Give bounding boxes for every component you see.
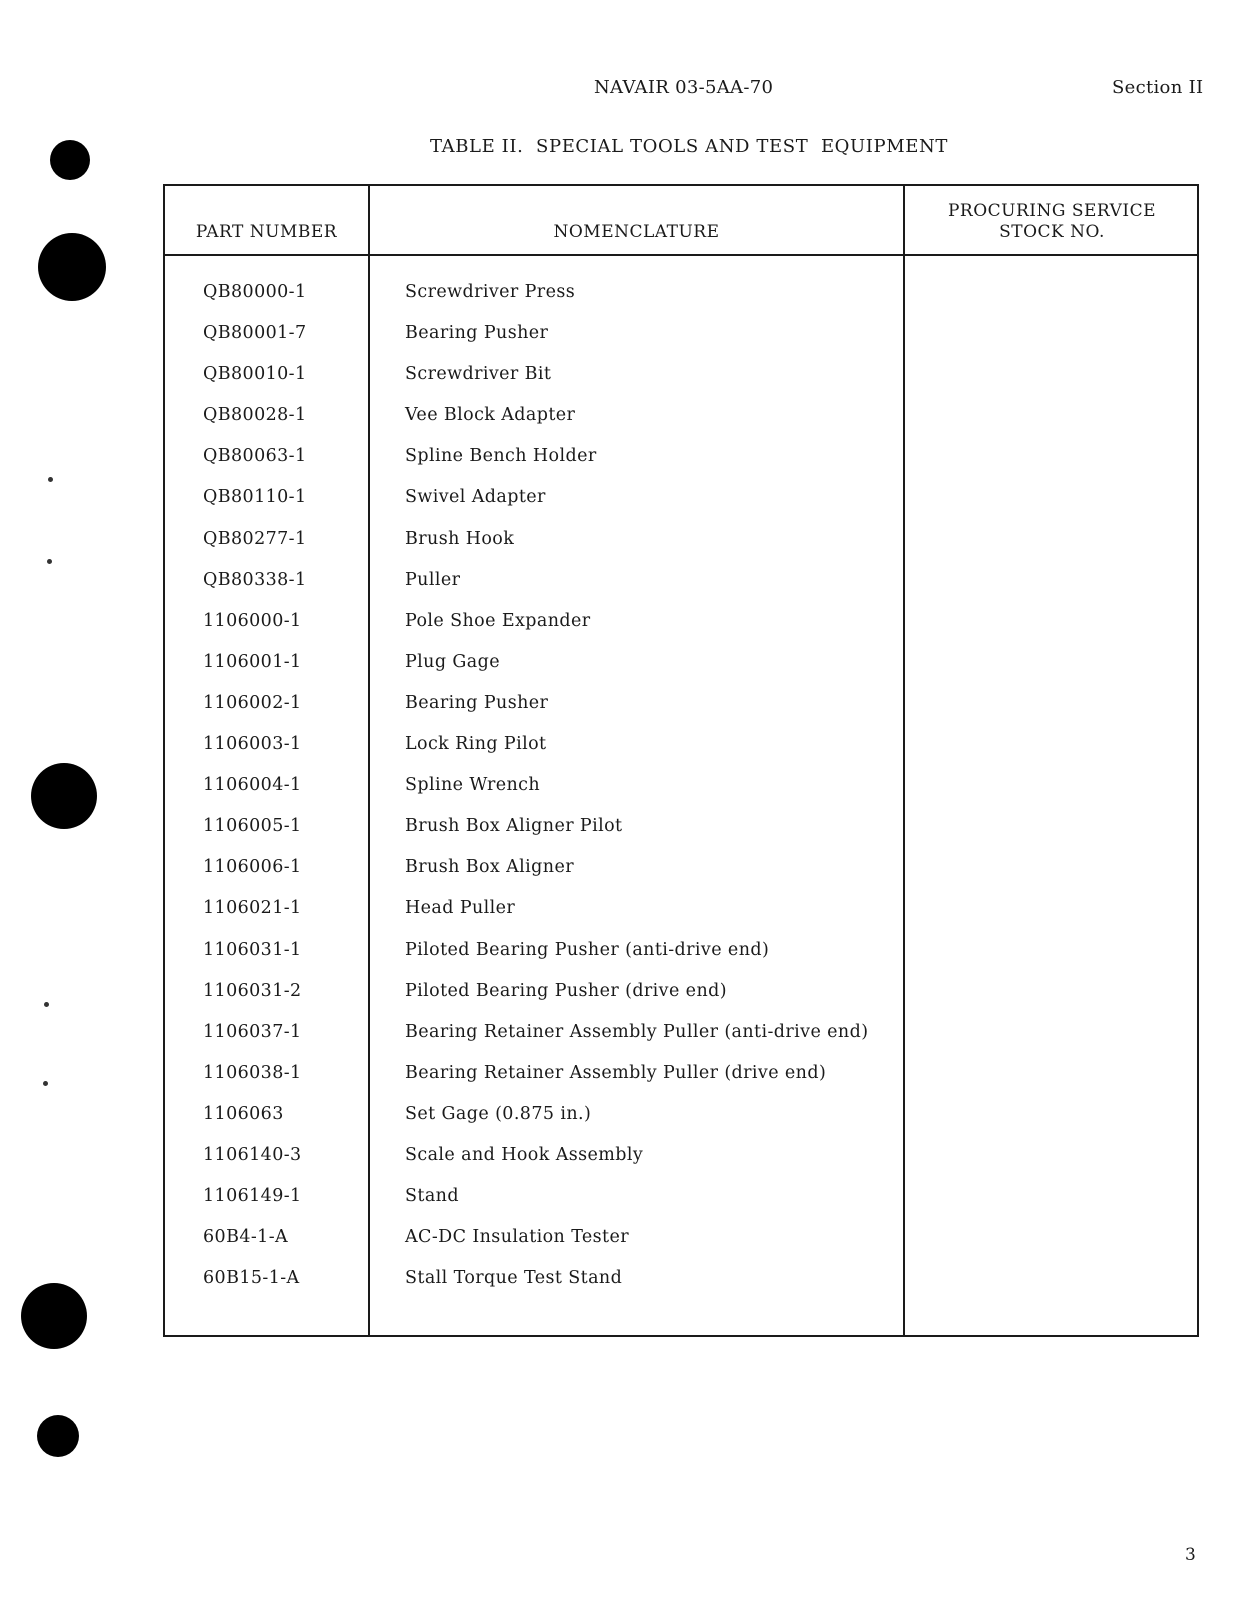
nomenclature-cell: Swivel Adapter xyxy=(405,487,546,508)
table-row xyxy=(165,1022,1197,1063)
part-number-cell: 1106002-1 xyxy=(203,692,302,713)
table-row xyxy=(165,611,1197,652)
table-row xyxy=(165,816,1197,857)
header-divider xyxy=(165,254,1197,256)
nomenclature-cell: Spline Bench Holder xyxy=(405,446,597,467)
part-number-cell: 1106001-1 xyxy=(203,651,302,672)
table-row xyxy=(165,1268,1197,1309)
nomenclature-cell: Brush Box Aligner Pilot xyxy=(405,816,623,837)
section-label: Section II xyxy=(1112,77,1204,98)
table-row xyxy=(165,570,1197,611)
part-number-cell: QB80338-1 xyxy=(203,569,307,590)
table-row xyxy=(165,323,1197,364)
table-row xyxy=(165,940,1197,981)
table-row xyxy=(165,487,1197,528)
column-header-stock-line1: PROCURING SERVICE xyxy=(947,201,1157,221)
part-number-cell: QB80010-1 xyxy=(203,364,307,385)
table-row xyxy=(165,446,1197,487)
nomenclature-cell: Vee Block Adapter xyxy=(405,405,576,426)
table-row xyxy=(165,282,1197,323)
part-number-cell: 1106003-1 xyxy=(203,734,302,755)
part-number-cell: 1106006-1 xyxy=(203,857,302,878)
table-row xyxy=(165,981,1197,1022)
column-header-part-number: PART NUMBER xyxy=(195,222,338,242)
nomenclature-cell: Brush Hook xyxy=(405,528,515,549)
part-number-cell: 1106063 xyxy=(203,1103,284,1124)
part-number-cell: 1106140-3 xyxy=(203,1144,302,1165)
table-row xyxy=(165,1063,1197,1104)
nomenclature-cell: Plug Gage xyxy=(405,651,500,672)
scan-speck xyxy=(43,1081,48,1086)
nomenclature-cell: Scale and Hook Assembly xyxy=(405,1144,644,1165)
table-row xyxy=(165,1145,1197,1186)
nomenclature-cell: AC-DC Insulation Tester xyxy=(405,1227,629,1248)
part-number-cell: 60B4-1-A xyxy=(203,1227,289,1248)
table-title: TABLE II. SPECIAL TOOLS AND TEST EQUIPMENT xyxy=(430,136,948,157)
table-row xyxy=(165,529,1197,570)
nomenclature-cell: Bearing Pusher xyxy=(405,692,549,713)
part-number-cell: 1106021-1 xyxy=(203,898,302,919)
scan-speck xyxy=(48,477,53,482)
binder-hole xyxy=(31,763,97,829)
part-number-cell: 1106000-1 xyxy=(203,610,302,631)
nomenclature-cell: Spline Wrench xyxy=(405,775,541,796)
binder-hole xyxy=(38,233,106,301)
table-row xyxy=(165,775,1197,816)
binder-hole xyxy=(37,1415,79,1457)
part-number-cell: 1106031-2 xyxy=(203,980,302,1001)
table-row xyxy=(165,857,1197,898)
part-number-cell: 1106149-1 xyxy=(203,1186,302,1207)
table-row xyxy=(165,364,1197,405)
part-number-cell: QB80001-7 xyxy=(203,323,307,344)
part-number-cell: 1106038-1 xyxy=(203,1062,302,1083)
part-number-cell: 1106031-1 xyxy=(203,939,302,960)
part-number-cell: 1106005-1 xyxy=(203,816,302,837)
nomenclature-cell: Lock Ring Pilot xyxy=(405,734,547,755)
scan-speck xyxy=(47,559,52,564)
table-body xyxy=(165,282,1197,1309)
tools-table xyxy=(163,184,1199,1337)
page-number: 3 xyxy=(1185,1545,1196,1565)
part-number-cell: QB80028-1 xyxy=(203,405,307,426)
part-number-cell: QB80000-1 xyxy=(203,282,307,302)
column-header-nomenclature: NOMENCLATURE xyxy=(553,222,720,242)
part-number-cell: QB80110-1 xyxy=(203,487,307,508)
nomenclature-cell: Bearing Retainer Assembly Puller (drive end) xyxy=(405,1062,827,1083)
scan-speck xyxy=(44,1002,49,1007)
column-header-stock-line2: STOCK NO. xyxy=(999,222,1105,242)
part-number-cell: QB80063-1 xyxy=(203,446,307,467)
column-header-stock-no xyxy=(905,201,1199,243)
nomenclature-cell: Head Puller xyxy=(405,898,516,919)
table-row xyxy=(165,1104,1197,1145)
binder-hole xyxy=(21,1283,87,1349)
part-number-cell: 1106037-1 xyxy=(203,1021,302,1042)
part-number-cell: 1106004-1 xyxy=(203,775,302,796)
nomenclature-cell: Piloted Bearing Pusher (anti-drive end) xyxy=(405,939,770,960)
table-row xyxy=(165,734,1197,775)
nomenclature-cell: Brush Box Aligner xyxy=(405,857,574,878)
nomenclature-cell: Bearing Pusher xyxy=(405,323,549,344)
nomenclature-cell: Puller xyxy=(405,569,461,590)
table-row xyxy=(165,1186,1197,1227)
nomenclature-cell: Stand xyxy=(405,1186,459,1207)
table-row xyxy=(165,405,1197,446)
table-row xyxy=(165,1227,1197,1268)
table-row xyxy=(165,652,1197,693)
nomenclature-cell: Pole Shoe Expander xyxy=(405,610,591,631)
nomenclature-cell: Stall Torque Test Stand xyxy=(405,1268,623,1289)
nomenclature-cell: Bearing Retainer Assembly Puller (anti-drive end) xyxy=(405,1021,869,1042)
table-row xyxy=(165,898,1197,939)
part-number-cell: 60B15-1-A xyxy=(203,1268,300,1289)
part-number-cell: QB80277-1 xyxy=(203,528,307,549)
nomenclature-cell: Screwdriver Press xyxy=(405,282,576,302)
table-row xyxy=(165,693,1197,734)
nomenclature-cell: Screwdriver Bit xyxy=(405,364,552,385)
document-number: NAVAIR 03-5AA-70 xyxy=(594,77,774,98)
nomenclature-cell: Piloted Bearing Pusher (drive end) xyxy=(405,980,727,1001)
nomenclature-cell: Set Gage (0.875 in.) xyxy=(405,1103,592,1124)
binder-hole xyxy=(50,140,90,180)
